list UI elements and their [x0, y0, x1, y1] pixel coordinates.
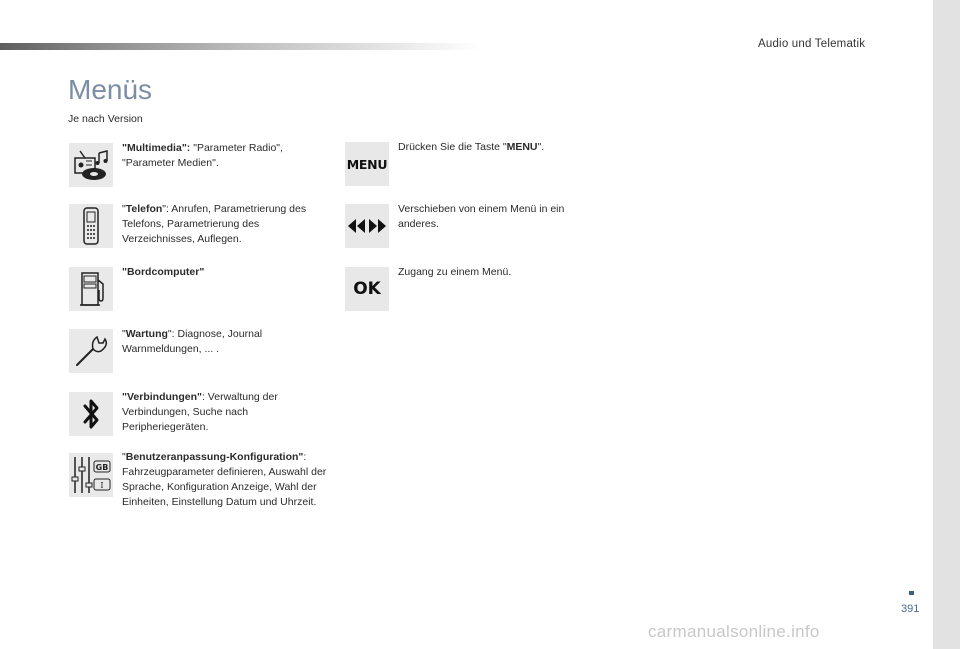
ok-key-label: OK [353, 279, 381, 299]
page-edge-bar [933, 0, 960, 649]
header-gradient-bar [0, 43, 480, 50]
menu-telefon-text: "Telefon": Anrufen, Parametrierung des Telefons, Parametrierung des Verzeichnisses, Auflegen. [122, 203, 307, 245]
fuel-pump-icon [69, 267, 113, 311]
menu-konfiguration-text: "Benutzeranpassung-Konfiguration": Fahrzeugparameter definieren, Auswahl der Sprache, Konfiguration Anzeige, Wahl der Einheiten, Einstellung Datum und Uhrzeit. [122, 451, 327, 508]
menu-verbindungen-text: "Verbindungen": Verwaltung der Verbindungen, Suche nach Peripheriegeräten. [122, 391, 278, 433]
menu-bordcomputer-text: "Bordcomputer" [122, 266, 205, 278]
key-arrows-text: Verschieben von einem Menü in ein anderes. [398, 203, 565, 230]
arrow-keys-icon [345, 204, 389, 248]
wrench-icon [69, 329, 113, 373]
settings-lang-label: GB [95, 463, 109, 472]
key-ok-text: Zugang zu einem Menü. [398, 266, 512, 278]
menu-key-label: MENU [346, 156, 388, 172]
menu-wartung-text: "Wartung": Diagnose, Journal Warnmeldungen, ... . [122, 328, 263, 355]
page-number: 391 [901, 603, 920, 615]
bluetooth-icon [69, 392, 113, 436]
settings-sliders-icon [69, 453, 113, 497]
menu-key-icon [345, 142, 389, 186]
watermark: carmanualsonline.info [648, 622, 820, 641]
menu-multimedia-text: "Multimedia": "Parameter Radio", "Parameter Medien". [122, 142, 283, 169]
phone-icon [69, 204, 113, 248]
ok-key-icon [345, 267, 389, 311]
key-menu-text: Drücken Sie die Taste "MENU". [398, 141, 545, 153]
page-title: Menüs [68, 74, 153, 105]
settings-unit-label: I [100, 481, 104, 490]
page-subtitle: Je nach Version [68, 113, 143, 125]
multimedia-icon [69, 143, 113, 187]
page-marker [909, 591, 914, 595]
section-title: Audio und Telematik [758, 38, 866, 50]
